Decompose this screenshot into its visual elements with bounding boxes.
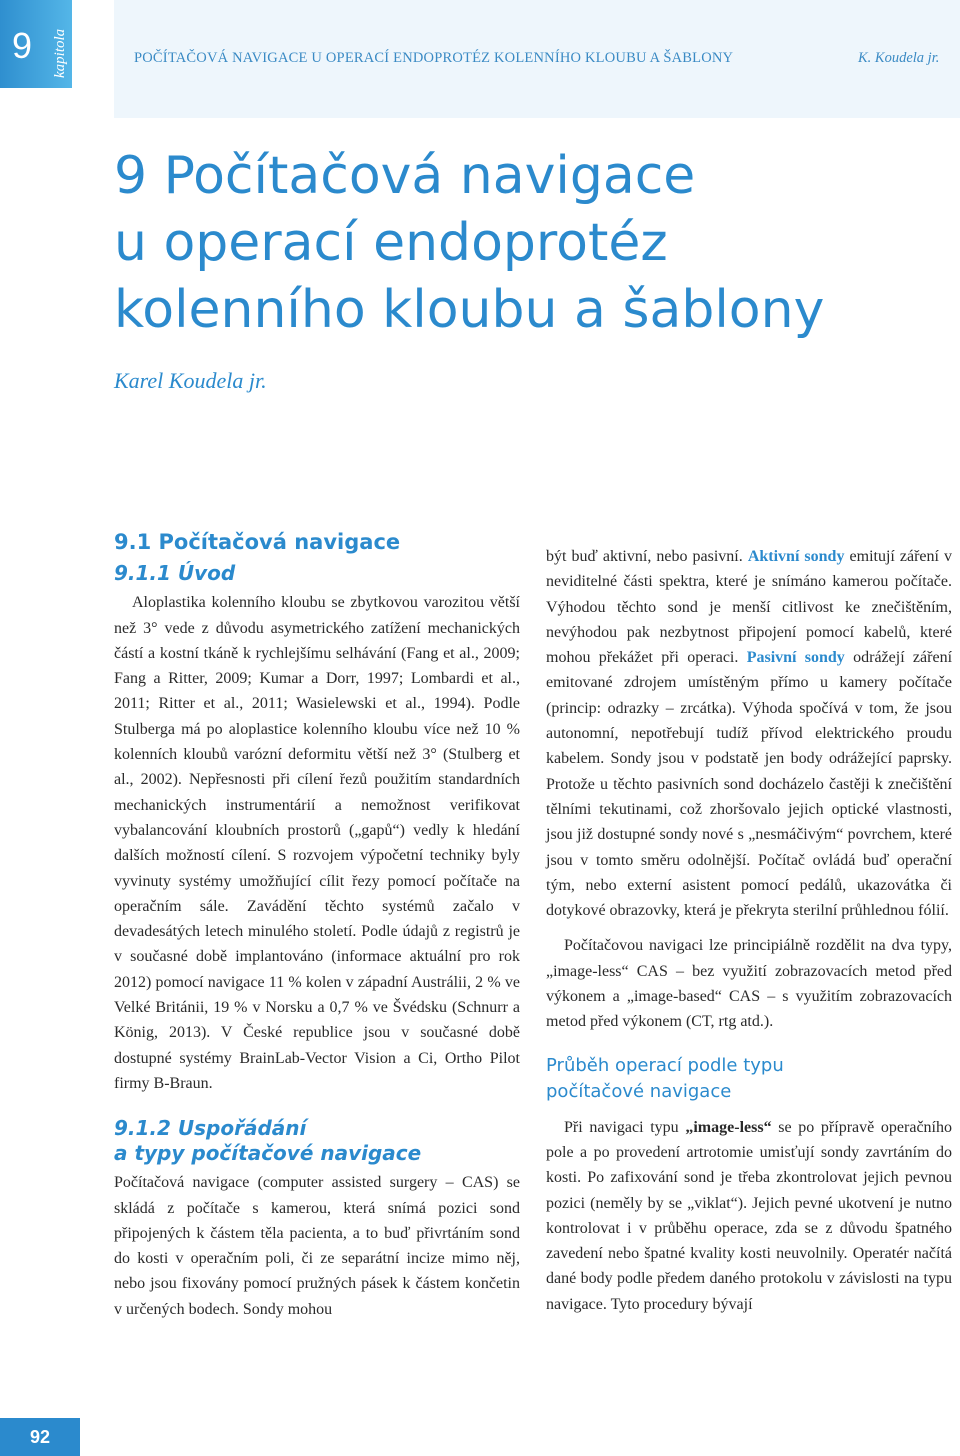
right-column — [546, 544, 952, 1317]
text-run: emitují záření v neviditelné části spektra, které je snímáno kamerou počítače. Výhodou těchto sond je menší citlivost ke znečištěním, nevýhodou pak nezbytnost připojení pomocí kabelů, které mohou překážet při operaci. — [546, 548, 953, 667]
paragraph: Počítačová navigace (computer assisted surgery – CAS) se skládá z počítače s kamerou, která snímá pozici sond připojených k částem těla pacienta, a to buď přivrtáním sond do kosti v operačním poli, či ze separátní incize mimo něj, nebo jsou fixovány pomocí pružných pásek k částem končetin v určených bodech. Sondy mohou — [114, 1174, 520, 1318]
running-author: K. Koudela jr. — [858, 50, 940, 66]
chapter-tab — [0, 0, 72, 88]
chapter-title-line: kolenního kloubu a šablony — [114, 280, 825, 340]
chapter-tab-label: kapitola — [52, 28, 68, 78]
subsection-heading-types — [114, 1116, 520, 1166]
chapter-title — [114, 143, 934, 344]
text-run: Při navigaci typu — [564, 1118, 686, 1136]
term-passive-probes: Pasivní sondy — [746, 649, 845, 667]
running-header — [114, 0, 960, 118]
paragraph: Aloplastika kolenního kloubu se zbytkovou varozitou větší než 3° vede z důvodu asymetrického zatížení mechanických částí a kostní tkáně k rychlejšímu selhávání (Fang et al., 2009; Fang a Ritter, 2009; Kumar a Dorr, 1997; Lombardi et al., 2011; Ritter et al., 2011; Wasielewski et al., 1994). Podle Stulberga má po aloplastice kolenního kloubu více než 10 % kolenních kloubů varózní deformitu větší než 3° (Stulberg et al., 2002). Nepřesnosti při cílení řezů použitím standardních mechanických instrumentárií a nemožnost verifikovat vybalancování kloubních prostorů („gapů“) vedly k hledání dalších možností cílení. S rozvojem výpočetní techniky byly vyvinuty systémy umožňující cílit řezy pomocí počítače na operačním sále. Zavádění těchto systémů začalo v devadesátých letech minulého století. Podle údajů z registrů je v současné době implantováno (informace aktuální pro rok 2012) pomocí navigace 11 % kolen v západní Austrálii, 2 % ve Velké Británii, 19 % v Norsku a 0,7 % ve Švédsku (Schnurr a König, 2013). V České republice jsou v současné době dostupné systémy BrainLab-Vector Vision a Ci, Ortho Pilot firmy B-Braun. — [114, 594, 520, 1092]
subsection-heading-line: 9.1.2 Uspořádání — [114, 1116, 307, 1141]
term-image-less: „image-less“ — [685, 1118, 772, 1136]
paragraph — [546, 1115, 952, 1317]
paragraph: Počítačovou navigaci lze principiálně rozdělit na dva typy, „image-less“ CAS – bez využití zobrazovacích metod před výkonem a „image-based“ CAS – s využitím zobrazovacích metod před výkonem (CT, rtg atd.). — [546, 937, 952, 1031]
subheading-line: počítačové navigace — [546, 1080, 732, 1102]
text-run: se po přípravě operačního pole a po provedení artrotomie umisťují sondy zavrtáním do kosti. Po zafixování sond je třeba zkontrolovat jejich pevnou pozici (neměly by se „viklat“). Jejich pevné ukotvení je nutno kontrolovat i v průběhu operace, zda se z důvodu špatného zavedení nebo špatné kvality kosti neuvolnily. Operatér načítá dané body podle předem daného protokolu v závislosti na typu navigace. Tyto procedury bývají — [546, 1118, 952, 1313]
running-title: POČÍTAČOVÁ NAVIGACE U OPERACÍ ENDOPROTÉZ KOLENNÍHO KLOUBU A ŠABLONY — [134, 50, 734, 66]
text-run: odrážejí záření emitované zdrojem umístěným přímo u kamery počítače (princip: odrazky – zrcátka). Výhoda spočívá v tom, že jsou autonomní, nepotřebují tudíž přívod elektrického proudu kabelem. Sondy jsou v podstatě jen body odrážející paprsky. Protože u těchto pasivních sond docházelo častěji k znečištění tělními tekutinami, což zhoršovalo jejich optické vlastnosti, jsou již dostupné sondy nové s „nesmáčivým“ povrchem, které jsou v tomto směru odolnější. Počítač ovládá buď operační tým, nebo externí asistent pomocí pedálů, ukazovátka či dotykové obrazovky, která je překryta sterilní průhlednou fólií. — [546, 649, 953, 920]
page-number: 92 — [0, 1418, 80, 1456]
paragraph — [546, 544, 952, 923]
subsection-heading-intro: 9.1.1 Úvod — [114, 561, 236, 586]
chapter-title-line: 9 Počítačová navigace — [114, 146, 696, 206]
left-column — [114, 530, 520, 1322]
subsection-heading-line: a typy počítačové navigace — [114, 1141, 422, 1166]
chapter-tab-number: 9 — [12, 25, 33, 66]
text-run: být buď aktivní, nebo pasivní. — [546, 548, 748, 565]
term-active-probes: Aktivní sondy — [747, 548, 845, 565]
chapter-author: Karel Koudela jr. — [114, 368, 267, 393]
chapter-title-line: u operací endoprotéz — [114, 213, 668, 273]
subheading-procedure — [546, 1053, 952, 1105]
section-heading: 9.1 Počítačová navigace — [114, 530, 401, 554]
subheading-line: Průběh operací podle typu — [546, 1054, 784, 1076]
